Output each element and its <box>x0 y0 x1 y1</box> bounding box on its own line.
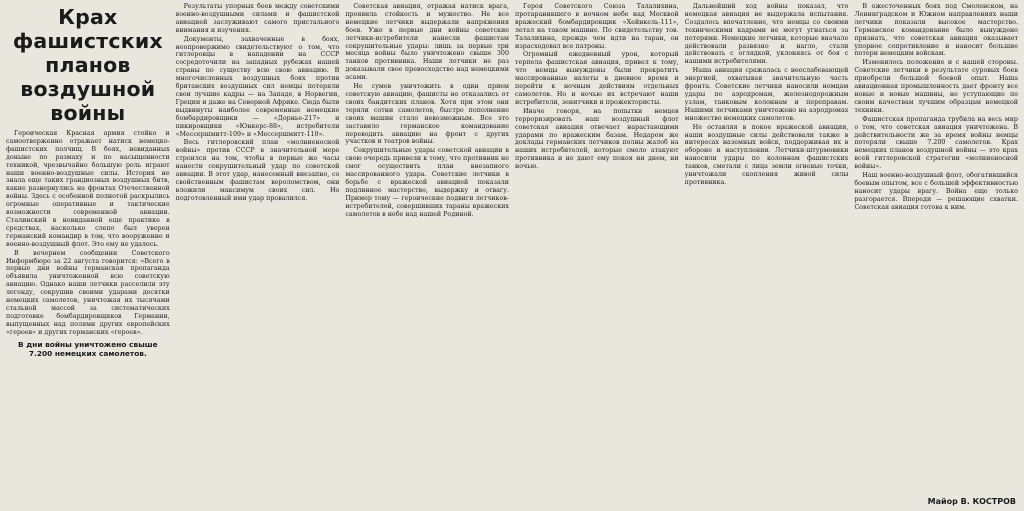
paragraph: В ожесточенных боях под Смоленском, на Ленинградском и Южном направлениях наши летчики показали высокое мастерство. Германское командование было вынуждено признать, что советская авиация оказывает упорное сопротивление и наносит большие потери немецким войскам. <box>854 3 1018 58</box>
paragraph: Героя Советского Союза Талалихина, протаранившего в ночном небе над Москвой вражеский бомбардировщик «Хейнкель-111», летал на таком машине. По свидетельству тов. Талалихина, прежде чем идти на таран, он израсходовал все патроны. <box>515 3 679 50</box>
paragraph: Не сумев уничтожить в один прием советскую авиацию, фашисты не отказались от своих бандитских планов. Хотя при этом они теряли сотни самолетов, быстро пополнение своих машин стало невозможным. Все это заставило германское командование переводить авиацию на фронт с других участков и театров войны. <box>345 83 509 146</box>
paragraph: Огромный ежедневный урон, который терпела фашистская авиация, привел к тому, что немцы вынуждены были прекратить массированные налеты в дневное время и перейти к ночным действиям отдельных самолетов. Но и ночью их встречают наши истребители, зенитчики и прожектористы. <box>515 51 679 106</box>
article-subhead: В дни войны уничтожено свыше 7.200 немецких самолетов. <box>18 339 158 358</box>
article-column-6 <box>854 3 1018 508</box>
paragraph: Советская авиация, отражая натиск врага, проявила стойкость и мужество. Не все немецкие летчики выдержали напряжения боев. Уже в первые дни войны советские летчики-истребители нанесли фашистам сокрушительные удары: лишь за первые три месяца войны было уничтожено свыше 300 танков противника. Наши летчики не раз доказывали свое превосходство над немецкими асами. <box>345 3 509 82</box>
article-column-5 <box>685 3 849 508</box>
article-column-3 <box>345 3 509 508</box>
article-column-4 <box>515 3 679 508</box>
paragraph: Иначе говоря, на попытки немцев терроризировать наш воздушный флот советская авиация отвечает нарастающими ударами по вражеским базам. Недаром же доклады германских летчиков полны жалоб на наших истребителей, которые смело атакуют противника и не дают ему покоя ни днем, ни ночью. <box>515 107 679 171</box>
author-signature: Майор В. КОСТРОВ <box>924 497 1016 506</box>
paragraph: Изменилось положение и с нашей стороны. Советские летчики в результате суровых боев приобрели большой боевой опыт. Наша авиационная промышленность дает фронту все новые и новые машины, не уступающие по своим качествам лучшим образцам немецкой техники. <box>854 59 1018 114</box>
paragraph: Героическая Красная армия стойко и самоотверженно отражает натиск немецко-фашистских полчищ. В боях, невиданных доныне по размаху и по насыщенности техникой, чрезвычайно большую роль играют наши военно-воздушные силы. История не знала еще таких грандиозных воздушных битв, какие развернулись на фронтах Отечественной войны. Здесь с особенной полнотой раскрылись огромные оперативные и тактические возможности современной авиации. Сталинский в невиданной еще практике в средствах, насколько слепо был уверен германский командир в том, что вооружение и военно-воздушный флот. Это ему не удалось. <box>6 130 170 248</box>
article-headline: Крах фашистских планов воздушной войны <box>12 5 163 125</box>
paragraph: Дальнейший ход войны показал, что немецкая авиация не выдержала испытания. Создалось впечатление, что немцы со своими техническими кадрами не могут угнаться за потерями. Немецкие летчики, которые вначале действовали развязно и нагло, стали действовать с оглядкой, уклоняясь от боя с нашими истребителями. <box>684 3 849 66</box>
paragraph: Наша авиация сражалась с неослабевающей энергией, охватывая значительную часть фронта. Советские летчики наносили немцам удары по аэродромам, железнодорожным узлам, танковым колоннам и переправам. Нашими летчиками уничтожено на аэродромах множество немецких самолетов. <box>684 67 849 122</box>
paragraph: Сокрушительные удары советской авиации в свою очередь привели к тому, что противник не смог осуществить план внезапного массированного удара. Советские летчики в борьбе с вражеской авиацией показали подлинное мастерство, выдержку и отвагу. Пример тому — героические подвиги летчиков-истребителей, совершивших тараны вражеских самолетов в небе над нашей Родиной. <box>345 147 509 218</box>
article-column-2 <box>176 3 340 508</box>
paragraph: Результаты упорных боев между советскими военно-воздушными силами и фашистской авиацией заслуживают самого пристального внимания и изучения. <box>175 3 340 34</box>
paragraph: В вечернем сообщении Советского Информбюро за 22 августа говорится: «Всего в первые дни войны германская пропаганда объявила уничтоженной всю советскую авиацию. Однако наши летчики расселили эту легенду, сокрушив своими ударами десятки немецких самолетов, уничтожая их тысячами стальной массой за систематических подготовке бомбардировщиков Германии, выпущенных над полями других европейских «героев» и других германских «героев». <box>6 249 170 336</box>
paragraph: Наш военно-воздушный флот, обогатившийся боевым опытом, все с большей эффективностью наносит удары врагу. Война еще только разгорается. Впереди — решающие схватки. Советская авиация готова к ним. <box>854 172 1018 211</box>
paragraph: Документы, захваченные в боях, неопровержимо свидетельствуют о том, что гитлеровцы в нападении на СССР сосредоточили на западных рубежах нашей страны по существу всю свою авиацию. В многочисленных воздушных боях против британских воздушных сил немцы потеряли свои лучшие кадры — на Западе, в Норвегии, Греции и даже на Северной Африке. Сюда были выдвинуты наиболее современные немецкие бомбардировщики — «Дорнье-217» и пикировщики «Юнкерс-88», истребители «Мессершмитт-109» и «Мессершмитт-110». <box>175 35 340 138</box>
paragraph: Не оставляя в покое вражеской авиации, наши воздушные силы действовали также в интересах наземных войск, поддерживая их в обороне и наступлении. Летчики-штурмовики наносили удары по колоннам фашистских танков, сметали с лица земли огневые точки, уничтожали скопления живой силы противника. <box>684 123 849 186</box>
paragraph: Весь гитлеровский план «молниеносной войны» против СССР в значительной мере строился на том, чтобы в первые же часы нанести сокрушительный удар по советской авиации. В этот удар, нанесенный внезапно, со свойственным фашистам вероломством, они вложили максимум своих сил. Но подготовленный ими удар провалился. <box>175 139 340 202</box>
paragraph: Фашистская пропаганда трубила на весь мир о том, что советская авиация уничтожена. В действительности же за время войны немцы потеряли свыше 7.200 самолетов. Крах немецких планов воздушной войны — это крах всей гитлеровской стратегии «молниеносной войны». <box>854 115 1018 171</box>
article-column-1 <box>6 3 170 508</box>
